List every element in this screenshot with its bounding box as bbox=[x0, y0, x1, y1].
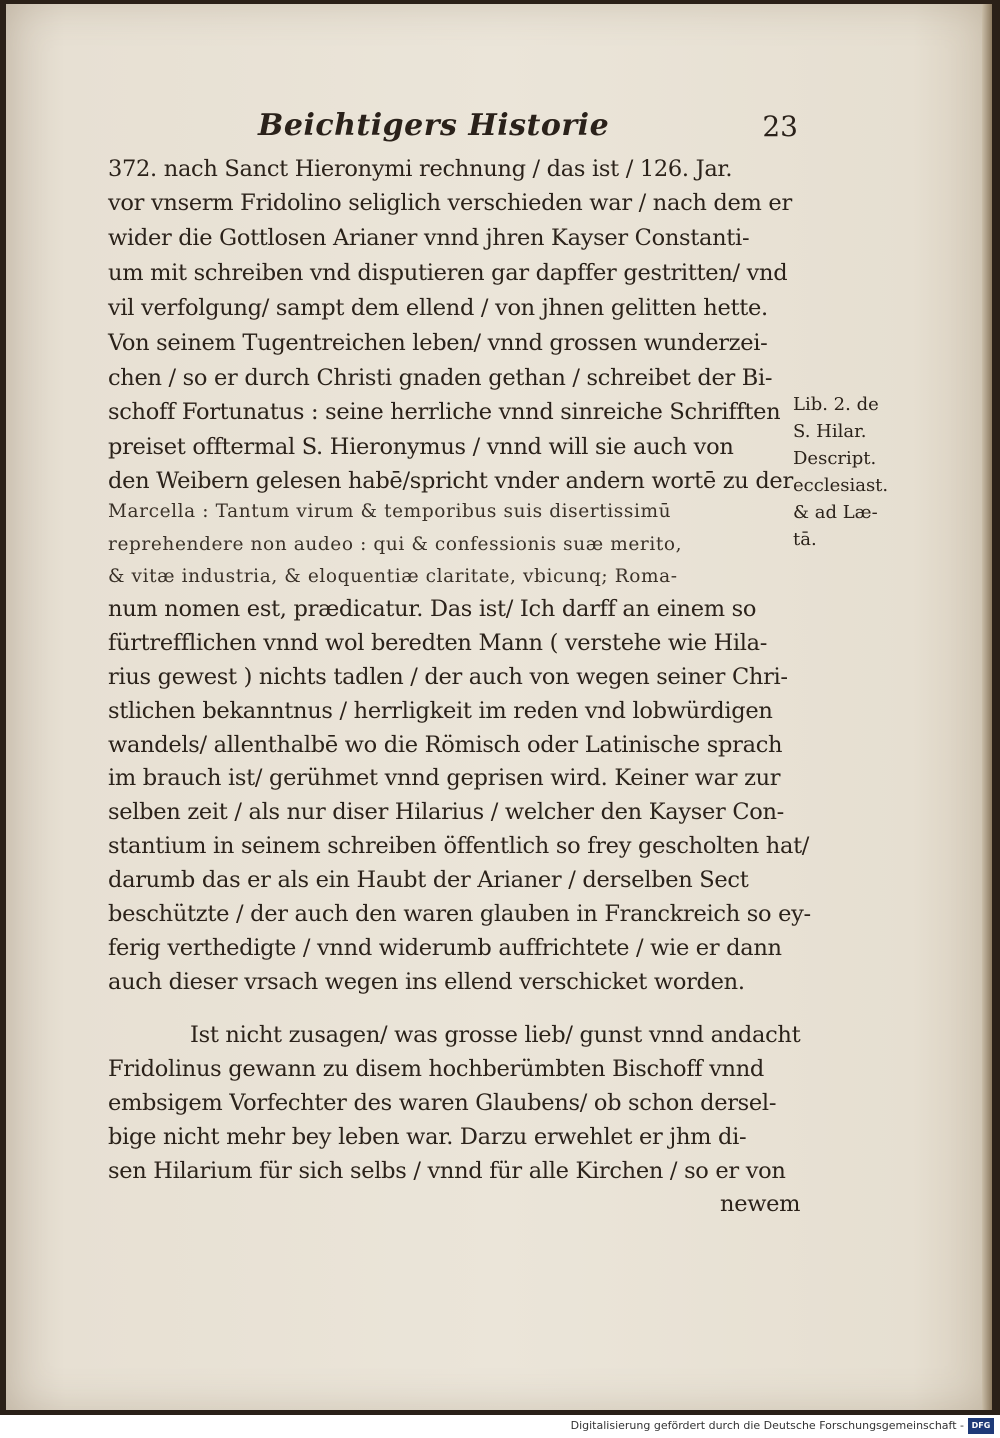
text-line: rius gewest ) nichts tadlen / der auch von wegen seiner Chri- bbox=[108, 664, 788, 690]
text-line: bige nicht mehr bey leben war. Darzu erwehlet er jhm di- bbox=[108, 1124, 747, 1150]
latin-line: Marcella : Tantum virum & temporibus suis disertissimū bbox=[108, 501, 672, 522]
text-line: Von seinem Tugentreichen leben/ vnnd grossen wunderzei- bbox=[108, 330, 768, 356]
text-line: embsigem Vorfechter des waren Glaubens/ ob schon dersel- bbox=[108, 1090, 777, 1116]
footer-bar bbox=[0, 1415, 1000, 1438]
text-line: um mit schreiben vnd disputieren gar dapffer gestritten/ vnd bbox=[108, 260, 788, 286]
text-line: den Weibern gelesen habē/spricht vnder andern wortē zu der bbox=[108, 468, 793, 494]
text-line: sen Hilarium für sich selbs / vnnd für alle Kirchen / so er von bbox=[108, 1158, 786, 1184]
text-line: beschützte / der auch den waren glauben in Franckreich so ey- bbox=[108, 901, 811, 927]
text-line: wandels/ allenthalbē wo die Römisch oder Latinische sprach bbox=[108, 732, 783, 758]
text-line: 372. nach Sanct Hieronymi rechnung / das ist / 126. Jar. bbox=[108, 156, 733, 182]
margin-note-line: ecclesiast. bbox=[793, 475, 889, 496]
page-header bbox=[258, 108, 798, 154]
margin-note-line: Descript. bbox=[793, 448, 877, 469]
text-line: preiset offtermal S. Hieronymus / vnnd will sie auch von bbox=[108, 434, 734, 460]
margin-note-line: tā. bbox=[793, 529, 817, 550]
dfg-logo-icon: DFG bbox=[968, 1418, 994, 1434]
text-line: auch dieser vrsach wegen ins ellend verschicket worden. bbox=[108, 969, 745, 995]
running-head: Beichtigers Historie bbox=[258, 108, 610, 143]
text-line: stlichen bekanntnus / herrligkeit im reden vnd lobwürdigen bbox=[108, 698, 773, 724]
text-line: selben zeit / als nur diser Hilarius / welcher den Kayser Con- bbox=[108, 799, 784, 825]
text-line: wider die Gottlosen Arianer vnnd jhren Kayser Constanti- bbox=[108, 225, 750, 251]
catchword: newem bbox=[720, 1191, 801, 1217]
text-line: num nomen est, prædicatur. Das ist/ Ich darff an einem so bbox=[108, 596, 757, 622]
latin-line: & vitæ industria, & eloquentiæ claritate, vbicunq; Roma- bbox=[108, 566, 678, 587]
margin-note-line: Lib. 2. de bbox=[793, 394, 879, 415]
text-line: Fridolinus gewann zu disem hochberümbten Bischoff vnnd bbox=[108, 1056, 765, 1082]
margin-note-line: & ad Læ- bbox=[793, 502, 878, 523]
text-line: schoff Fortunatus : seine herrliche vnnd sinreiche Schrifften bbox=[108, 399, 781, 425]
page-number: 23 bbox=[762, 110, 798, 143]
funding-credit: Digitalisierung gefördert durch die Deutsche Forschungsgemeinschaft - bbox=[570, 1419, 964, 1432]
margin-note-line: S. Hilar. bbox=[793, 421, 867, 442]
text-line: fürtrefflichen vnnd wol beredten Mann ( verstehe wie Hila- bbox=[108, 630, 768, 656]
paragraph-first-line: Ist nicht zusagen/ was grosse lieb/ gunst vnnd andacht bbox=[190, 1022, 801, 1048]
text-line: vor vnserm Fridolino seliglich verschieden war / nach dem er bbox=[108, 190, 792, 216]
text-line: stantium in seinem schreiben öffentlich so frey gescholten hat/ bbox=[108, 833, 810, 859]
text-line: ferig verthedigte / vnnd widerumb auffrichtete / wie er dann bbox=[108, 935, 782, 961]
text-line: darumb das er als ein Haubt der Arianer / derselben Sect bbox=[108, 867, 749, 893]
text-line: im brauch ist/ gerühmet vnnd geprisen wird. Keiner war zur bbox=[108, 765, 781, 791]
page-edge bbox=[982, 4, 992, 1410]
latin-line: reprehendere non audeo : qui & confessionis suæ merito, bbox=[108, 534, 683, 555]
text-line: vil verfolgung/ sampt dem ellend / von jhnen gelitten hette. bbox=[108, 295, 768, 321]
text-line: chen / so er durch Christi gnaden gethan / schreibet der Bi- bbox=[108, 365, 773, 391]
